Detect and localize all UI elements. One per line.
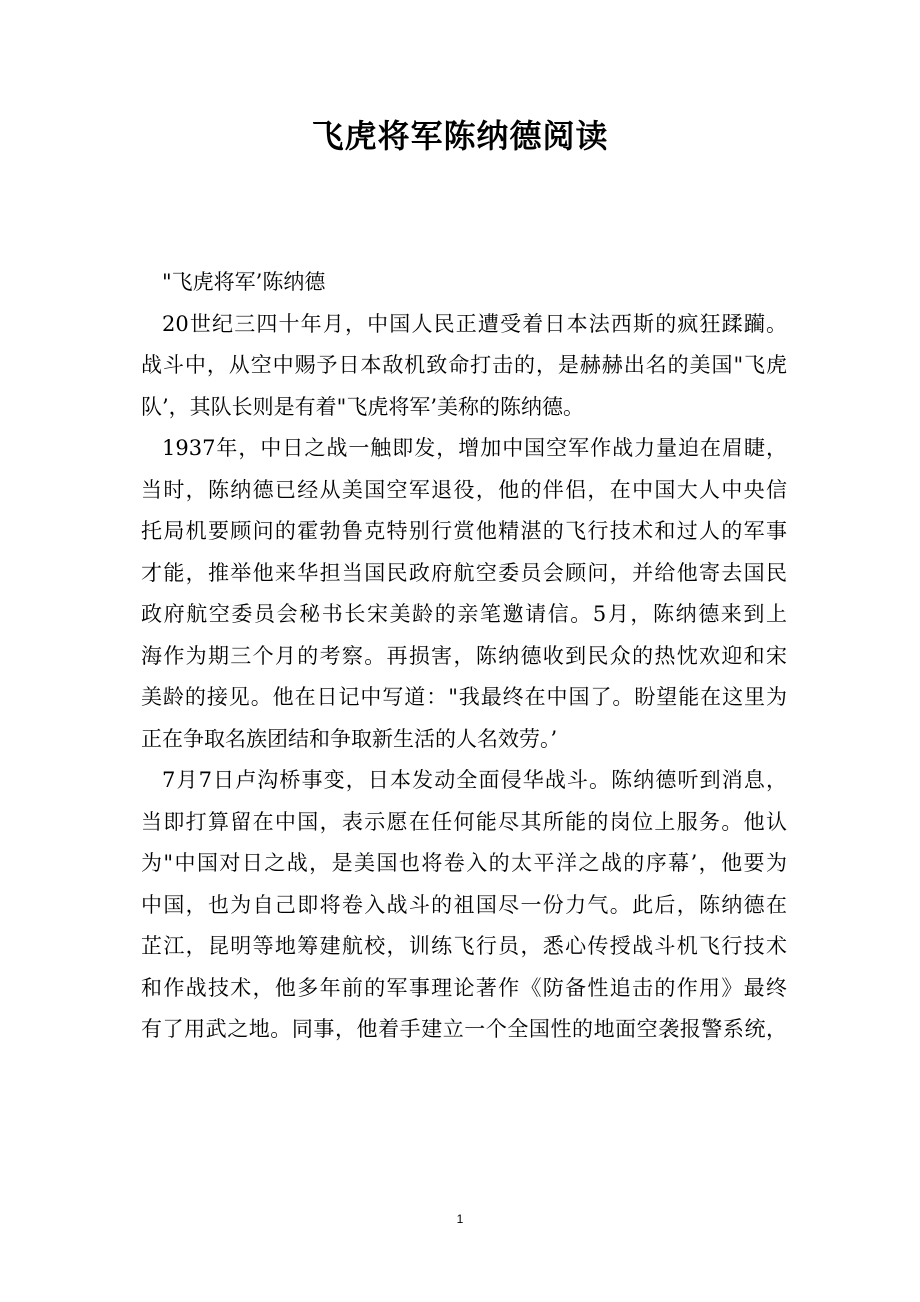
paragraph-line: 正在争取名族团结和争取新生活的人名效劳。’: [141, 726, 558, 751]
document-title: 飞虎将军陈纳德阅读: [311, 117, 609, 155]
paragraph-line: 为"中国对日之战，是美国也将卷入的太平洋之战的序幕’，他要为: [141, 851, 787, 875]
paragraph-line: 政府航空委员会秘书长宋美龄的亲笔邀请信。5月，陈纳德来到上: [141, 602, 787, 626]
paragraph-line: 当时，陈纳德已经从美国空军退役，他的伴侣，在中国大人中央信: [141, 477, 787, 502]
paragraph-line: 队’，其队长则是有着"飞虎将军’美称的陈纳德。: [141, 394, 585, 419]
paragraph-line: 才能，推举他来华担当国民政府航空委员会顾问，并给他寄去国民: [141, 560, 787, 585]
paragraph-line: 当即打算留在中国，表示愿在任何能尽其所能的岗位上服务。他认: [141, 809, 787, 834]
paragraph-line: "飞虎将军’陈纳德: [162, 270, 326, 294]
paragraph-line: 战斗中，从空中赐予日本敌机致命打击的，是赫赫出名的美国"飞虎: [141, 353, 787, 377]
document-body: [141, 262, 787, 1051]
paragraph-line: 20世纪三四十年月，中国人民正遭受着日本法西斯的疯狂蹂躏。: [162, 311, 787, 336]
paragraph-line: 海作为期三个月的考察。再损害，陈纳德收到民众的热忱欢迎和宋: [141, 643, 787, 668]
paragraph-line: 美龄的接见。他在日记中写道："我最终在中国了。盼望能在这里为: [141, 685, 787, 709]
paragraph-line: 托局机要顾问的霍勃鲁克特别行赏他精湛的飞行技术和过人的军事: [141, 519, 787, 543]
paragraph-line: 和作战技术，他多年前的军事理论著作《防备性追击的作用》最终: [141, 975, 787, 1000]
paragraph-line: 芷江，昆明等地筹建航校，训练飞行员，悉心传授战斗机飞行技术: [141, 934, 787, 958]
page-number: 1: [456, 1212, 464, 1226]
paragraph-line: 中国，也为自己即将卷入战斗的祖国尽一份力气。此后，陈纳德在: [141, 892, 787, 917]
paragraph-line: 1937年，中日之战一触即发，增加中国空军作战力量迫在眉睫，: [162, 436, 787, 460]
paragraph-line: 有了用武之地。同事，他着手建立一个全国性的地面空袭报警系统，: [141, 1017, 787, 1041]
paragraph-line: 7月7日卢沟桥事变，日本发动全面侵华战斗。陈纳德听到消息，: [162, 768, 787, 792]
